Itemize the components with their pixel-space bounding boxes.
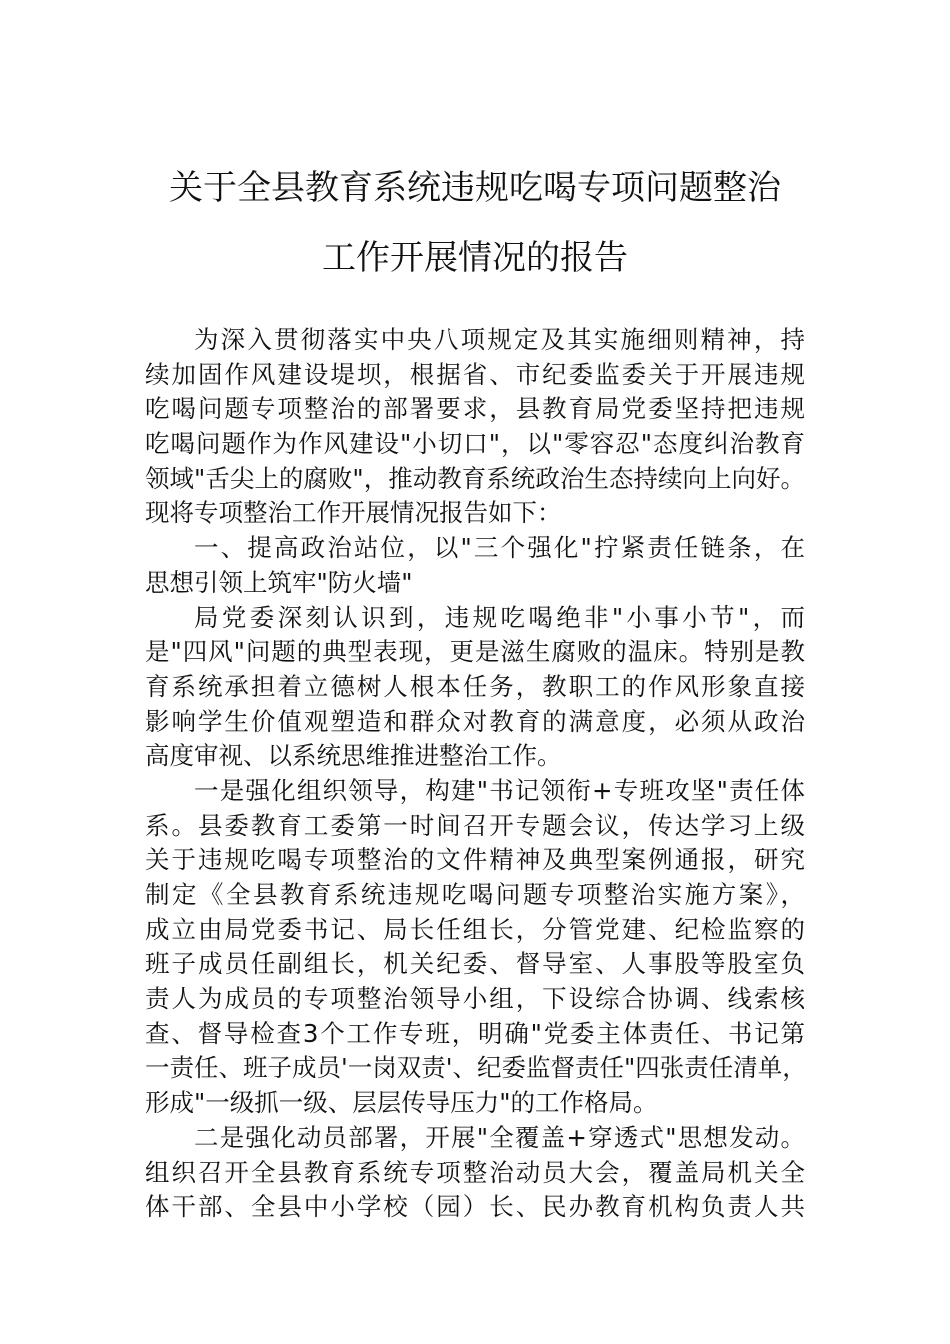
body-line: 班子成员任副组长，机关纪委、督导室、人事股等股室负 (145, 949, 805, 979)
body-line: 吃喝问题作为作风建设"小切口"，以"零容忍"态度纠治教育 (145, 429, 805, 459)
body-line: 局党委深刻认识到，违规吃喝绝非"小事小节"，而 (194, 602, 805, 632)
body-line: 现将专项整治工作开展情况报告如下： (145, 498, 562, 528)
body-line: 育系统承担着立德树人根本任务，教职工的作风形象直接 (145, 671, 805, 701)
body-line: 成立由局党委书记、局长任组长，分管党建、纪检监察的 (145, 914, 805, 944)
section-heading-line: 一、提高政治站位，以"三个强化"拧紧责任链条，在 (194, 533, 805, 563)
body-line: 责人为成员的专项整治领导小组，下设综合协调、线索核 (145, 984, 805, 1014)
section-heading-line: 思想引领上筑牢"防火墙" (145, 567, 413, 597)
body-line: 二是强化动员部署，开展"全覆盖+穿透式"思想发动。 (194, 1122, 805, 1152)
body-line: 一是强化组织领导，构建"书记领衔+专班攻坚"责任体 (194, 775, 805, 805)
body-line: 一责任、班子成员'一岗双责'、纪委监督责任"四张责任清单， (145, 1053, 807, 1083)
body-line: 制定《全县教育系统违规吃喝问题专项整治实施方案》， (145, 880, 805, 909)
body-line: 形成"一级抓一级、层层传导压力"的工作格局。 (145, 1088, 658, 1118)
body-line: 续加固作风建设堤坝，根据省、市纪委监委关于开展违规 (145, 359, 805, 389)
document-title-line-1: 关于全县教育系统违规吃喝专项问题整治 (169, 168, 781, 208)
document-title-line-2: 工作开展情况的报告 (322, 238, 628, 278)
body-line: 吃喝问题专项整治的部署要求，县教育局党委坚持把违规 (145, 394, 805, 424)
body-line: 系。县委教育工委第一时间召开专题会议，传达学习上级 (145, 810, 805, 840)
body-line: 影响学生价值观塑造和群众对教育的满意度，必须从政治 (145, 706, 805, 736)
body-line: 组织召开全县教育系统专项整治动员大会，覆盖局机关全 (145, 1157, 805, 1187)
body-line: 体干部、全县中小学校（园）长、民办教育机构负责人共 (145, 1192, 805, 1222)
body-line: 查、督导检查3个工作专班，明确"党委主体责任、书记第 (145, 1018, 805, 1048)
body-line: 领域"舌尖上的腐败"，推动教育系统政治生态持续向上向好。 (145, 463, 805, 493)
body-line: 高度审视、以系统思维推进整治工作。 (145, 741, 562, 771)
body-line: 为深入贯彻落实中央八项规定及其实施细则精神，持 (194, 325, 805, 354)
body-line: 关于违规吃喝专项整治的文件精神及典型案例通报，研究 (145, 845, 805, 875)
body-line: 是"四风"问题的典型表现，更是滋生腐败的温床。特别是教 (145, 637, 805, 667)
document-body (145, 323, 805, 1225)
